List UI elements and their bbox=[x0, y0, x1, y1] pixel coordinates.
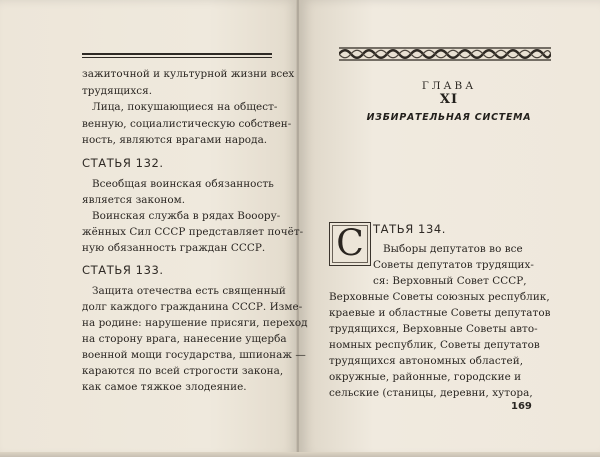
text-line: Воинская служба в рядах Вооору- bbox=[92, 210, 281, 222]
text-line: Лица, покушающиеся на общест- bbox=[92, 101, 278, 113]
text-line: караются по всей строгости закона, bbox=[82, 365, 284, 377]
article-134-heading: ТАТЬЯ 134. bbox=[373, 222, 447, 236]
text-line: венную, социалистическую собствен- bbox=[82, 118, 292, 130]
chapter-title: ИЗБИРАТЕЛЬНАЯ СИСТЕМА bbox=[366, 112, 532, 123]
text-line: Защита отечества есть священный bbox=[92, 285, 286, 297]
article-132-heading: СТАТЬЯ 132. bbox=[82, 156, 164, 170]
ornament-border bbox=[339, 47, 551, 61]
page-edge bbox=[0, 452, 600, 457]
text-line: ную обязанность граждан СССР. bbox=[82, 242, 266, 254]
text-line: окружные, районные, городские и bbox=[329, 371, 522, 383]
text-line: ся: Верховный Совет СССР, bbox=[373, 275, 527, 287]
text-line: Верховные Советы союзных республик, bbox=[329, 291, 550, 303]
drop-cap-letter: С bbox=[332, 225, 368, 263]
drop-cap bbox=[329, 222, 371, 266]
text-line: жённых Сил СССР представляет почёт- bbox=[82, 226, 304, 238]
page-number: 169 bbox=[511, 401, 532, 412]
header-double-rule bbox=[82, 53, 272, 58]
text-line: является законом. bbox=[82, 194, 186, 206]
text-line: сельские (станицы, деревни, хутора, bbox=[329, 387, 533, 399]
text-line: как самое тяжкое злодеяние. bbox=[82, 381, 247, 393]
text-line: ность, являются врагами народа. bbox=[82, 134, 268, 146]
text-line: трудящихся, Верховные Советы авто- bbox=[329, 323, 538, 335]
text-line: военной мощи государства, шпионаж — bbox=[82, 349, 306, 361]
text-line: краевые и областные Советы депутатов bbox=[329, 307, 551, 319]
chapter-number: XI bbox=[439, 92, 459, 107]
text-line: на сторону врага, нанесение ущерба bbox=[82, 333, 287, 345]
text-line: на родине: нарушение присяги, переход bbox=[82, 317, 308, 329]
text-line: Всеобщая воинская обязанность bbox=[92, 178, 274, 190]
text-line: долг каждого гражданина СССР. Изме- bbox=[82, 301, 303, 313]
text-line: трудящихся автономных областей, bbox=[329, 355, 524, 367]
text-line: трудящихся. bbox=[82, 85, 153, 97]
article-133-heading: СТАТЬЯ 133. bbox=[82, 263, 164, 277]
text-line: Советы депутатов трудящих- bbox=[373, 259, 534, 271]
text-line: зажиточной и культурной жизни всех bbox=[82, 68, 295, 80]
text-line: номных республик, Советы депутатов bbox=[329, 339, 540, 351]
text-line: Выборы депутатов во все bbox=[383, 243, 523, 255]
chapter-label: ГЛАВА bbox=[421, 80, 477, 92]
